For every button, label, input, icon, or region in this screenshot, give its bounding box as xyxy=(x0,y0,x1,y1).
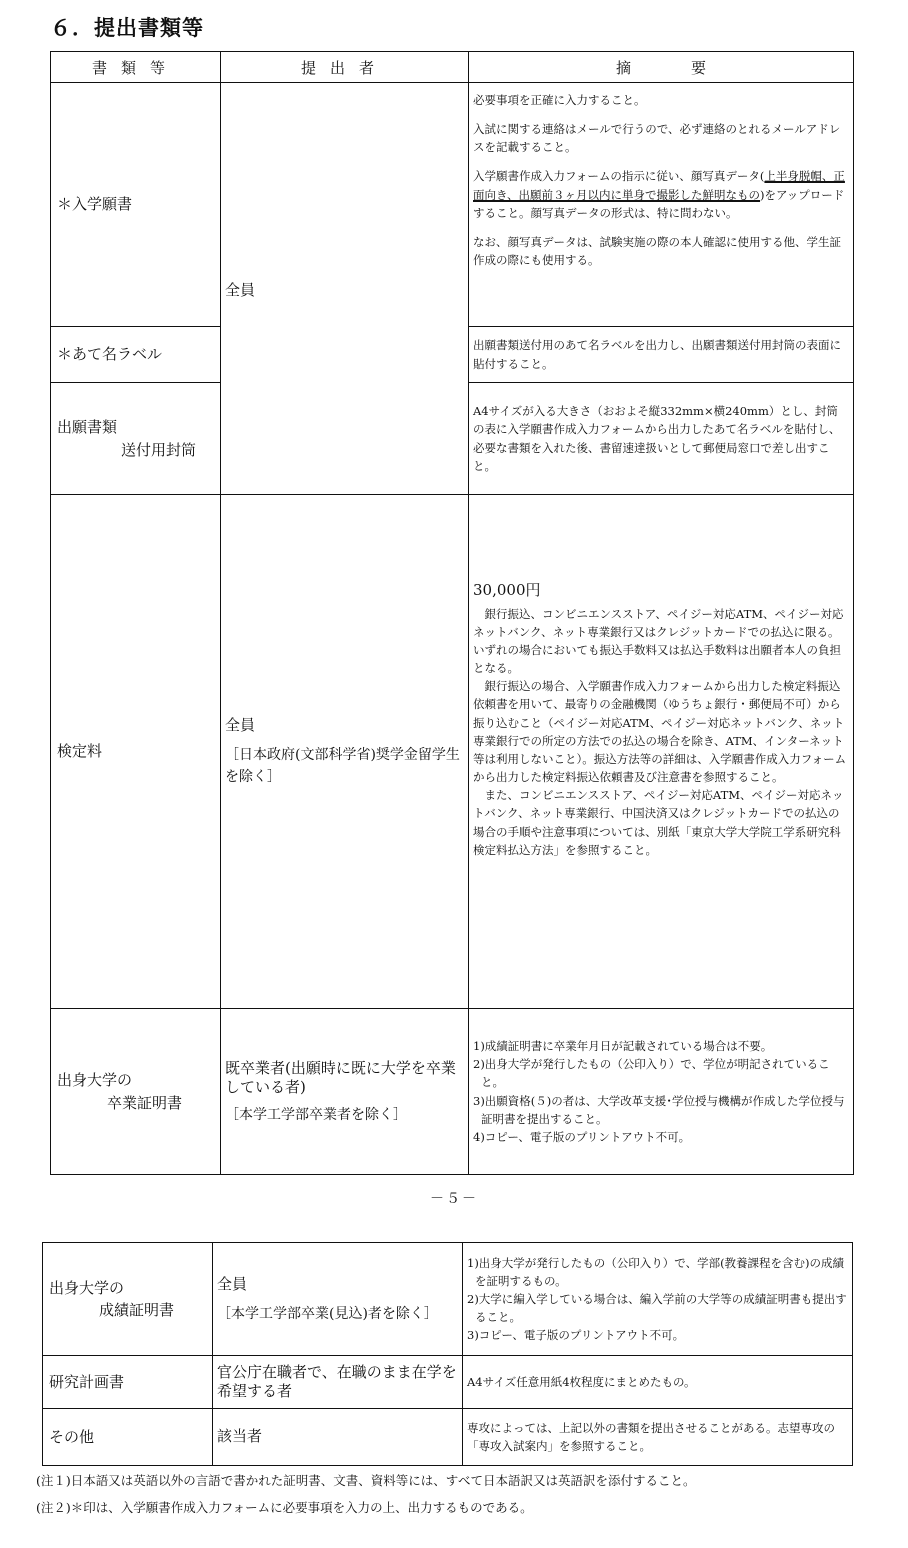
summary-transcript xyxy=(463,1243,853,1356)
graduation-submitter-note: ［本学工学部卒業者を除く］ xyxy=(225,1106,407,1123)
header-summary: 摘要 xyxy=(469,52,854,83)
transcript-submitter: 全員 xyxy=(217,1274,248,1293)
header-submitter: 提出者 xyxy=(221,52,469,83)
doc-type-graduation-cert xyxy=(51,1009,221,1175)
submitter-graduation-cert xyxy=(221,1009,469,1175)
table-row xyxy=(43,1409,853,1466)
doc-type-envelope xyxy=(51,383,221,495)
application-p1: 必要事項を正確に入力すること。 xyxy=(473,93,646,107)
summary-research-plan: A4サイズ任意用紙4枚程度にまとめたもの。 xyxy=(463,1356,853,1409)
application-p2: 入試に関する連絡はメールで行うので、必ず連絡のとれるメールアドレスを記載すること。 xyxy=(473,122,841,155)
summary-fee xyxy=(469,495,854,1009)
fee-amount: 30,000円 xyxy=(473,581,541,599)
summary-envelope: A4サイズが入る大きさ（おおよそ縦332mm×横240mm）とし、封筒の表に入学願書作成入力フォームから出力したあて名ラベルを貼付し、必要な書類を入れた後、書留速達扱いとして郵便局窓口で差し出すこと。 xyxy=(469,383,854,495)
doc-type-other: その他 xyxy=(43,1409,213,1466)
doc-type-fee: 検定料 xyxy=(51,495,221,1009)
list-item: 3)出願資格(５)の者は、大学改革支援･学位授与機構が作成した学位授与証明書を提出すること。 xyxy=(473,1093,845,1126)
table-row xyxy=(51,83,854,327)
table-row xyxy=(43,1243,853,1356)
table-header-row xyxy=(51,52,854,83)
page-number: －５－ xyxy=(430,1191,478,1207)
footnotes xyxy=(36,1467,696,1521)
application-p4: なお、顔写真データは、試験実施の際の本人確認に使用する他、学生証作成の際にも使用する。 xyxy=(473,234,841,268)
envelope-type-line1: 出願書類 xyxy=(57,418,118,436)
graduation-submitter: 既卒業者(出願時に既に大学を卒業している者) xyxy=(225,1058,456,1097)
submitter-fee xyxy=(221,495,469,1009)
list-item: 2)出身大学が発行したもの（公印入り）で、学位が明記されていること。 xyxy=(473,1057,830,1090)
graduation-type-line2: 卒業証明書 xyxy=(107,1093,183,1112)
fee-submitter: 全員 xyxy=(225,716,256,735)
application-p3-post: )をアップロードすること。顔写真データの形式は、特に問わない。 xyxy=(473,187,845,220)
doc-type-transcript xyxy=(43,1243,213,1356)
list-item: 2)大学に編入学している場合は、編入学前の大学等の成績証明書も提出すること。 xyxy=(467,1291,847,1325)
list-item: 1)成績証明書に卒業年月日が記載されている場合は不要。 xyxy=(473,1039,773,1054)
footnote-1: (注１)日本語又は英語以外の言語で書かれた証明書、文書、資料等には、すべて日本語訳又は英語訳を添付すること。 xyxy=(36,1473,696,1488)
table-row xyxy=(51,495,854,1009)
documents-table-page5 xyxy=(50,51,854,1175)
submitter-research-plan: 官公庁在職者で、在職のまま在学を希望する者 xyxy=(213,1356,463,1409)
transcript-type-line2: 成績証明書 xyxy=(99,1301,175,1319)
summary-address-label: 出願書類送付用のあて名ラベルを出力し、出願書類送付用封筒の表面に貼付すること。 xyxy=(469,327,854,383)
summary-graduation-cert xyxy=(469,1009,854,1175)
fee-para1: 銀行振込、コンビニエンスストア、ペイジー対応ATM、ペイジー対応ネットバンク、ネット専業銀行又はクレジットカードでの払込に限る。いずれの場合においても振込手数料又は払込手数料は出願者本人の負担となる。 xyxy=(473,606,844,676)
summary-application-form xyxy=(469,83,854,327)
fee-para3: また、コンビニエンスストア、ペイジー対応ATM、ペイジー対応ネットバンク、ネット専業銀行、中国決済又はクレジットカードでの払込の場合の手順や注意事項については、別紙「東京大学大学院工学系研究科検定料払込方法」を参照すること。 xyxy=(473,788,844,857)
documents-table-page6 xyxy=(42,1242,853,1466)
fee-submitter-note: ［日本政府(文部科学省)奨学金留学生を除く］ xyxy=(225,747,460,786)
application-p3 xyxy=(473,167,849,221)
list-item: 4)コピー、電子版のプリントアウト不可。 xyxy=(473,1129,691,1144)
table-row xyxy=(43,1356,853,1409)
list-item: 1)出身大学が発行したもの（公印入り）で、学部(教養課程を含む)の成績を証明するもの。 xyxy=(467,1255,845,1288)
table-row xyxy=(51,1009,854,1175)
doc-type-research-plan: 研究計画書 xyxy=(43,1356,213,1409)
submitter-transcript xyxy=(213,1243,463,1356)
transcript-submitter-note: ［本学工学部卒業(見込)者を除く］ xyxy=(217,1305,438,1322)
doc-type-application-form: ＊入学願書 xyxy=(51,83,221,327)
submitter-other: 該当者 xyxy=(213,1409,463,1466)
transcript-type-line1: 出身大学の xyxy=(49,1278,125,1297)
application-p3-pre: 入学願書作成入力フォームの指示に従い、顔写真データ( xyxy=(473,169,765,184)
application-p3-underline: 上半身脱帽、正面向き、出願前３ヶ月以内に単身で撮影した鮮明なもの xyxy=(473,169,845,202)
list-item: 3)コピー、電子版のプリントアウト不可。 xyxy=(467,1328,685,1343)
summary-other: 専攻によっては、上記以外の書類を提出させることがある。志望専攻の「専攻入試案内」を参照すること。 xyxy=(463,1409,853,1466)
header-type: 書類等 xyxy=(51,52,221,83)
footnote-2: (注２)＊印は、入学願書作成入力フォームに必要事項を入力の上、出力するものである。 xyxy=(36,1500,533,1515)
fee-para2: 銀行振込の場合、入学願書作成入力フォームから出力した検定料振込依頼書を用いて、最寄りの金融機関（ゆうちょ銀行・郵便局不可）から振り込むこと（ペイジー対応ATM、ペイジー対応ネットバンク、ネット専業銀行での所定の方法での払込の場合を除き、ATM、インターネット等は利用しないこと）。振込方法等の詳細は、入学願書作成入力フォームから出力した検定料振込依頼書及び注意書を参照すること。 xyxy=(473,679,847,785)
doc-type-address-label: ＊あて名ラベル xyxy=(51,327,221,383)
graduation-type-line1: 出身大学の xyxy=(57,1071,133,1089)
submitter-all-group1: 全員 xyxy=(221,83,469,495)
section-title: ６．提出書類等 xyxy=(50,16,204,40)
envelope-type-line2: 送付用封筒 xyxy=(121,440,197,459)
